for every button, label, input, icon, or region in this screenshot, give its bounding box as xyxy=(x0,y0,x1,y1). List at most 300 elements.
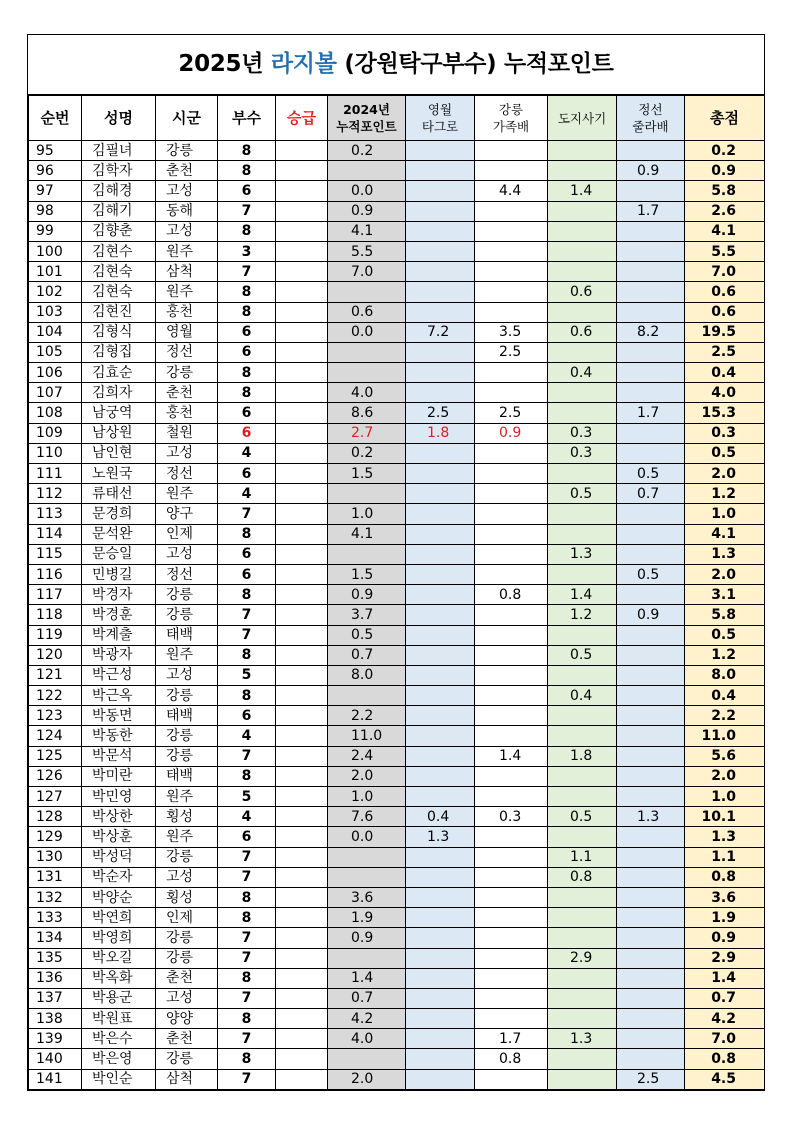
points-doji xyxy=(548,262,617,282)
points-total: 7.0 xyxy=(685,262,765,282)
player-name: 류태선 xyxy=(82,484,156,504)
player-division: 6 xyxy=(218,423,276,443)
points-total: 0.8 xyxy=(685,867,765,887)
points-jeongseon xyxy=(617,282,685,302)
table-row xyxy=(29,1009,765,1029)
points-gangneung xyxy=(475,847,548,867)
player-name: 박성덕 xyxy=(82,847,156,867)
points-jeongseon xyxy=(617,645,685,665)
points-total: 5.8 xyxy=(685,181,765,201)
row-number: 97 xyxy=(29,181,82,201)
promotion-cell xyxy=(276,141,328,161)
promotion-cell xyxy=(276,867,328,887)
points-2024: 0.5 xyxy=(328,625,406,645)
table-row xyxy=(29,726,765,746)
points-total: 1.4 xyxy=(685,968,765,988)
points-gangneung xyxy=(475,625,548,645)
points-jeongseon xyxy=(617,504,685,524)
player-division: 8 xyxy=(218,1009,276,1029)
points-total: 4.1 xyxy=(685,524,765,544)
points-doji xyxy=(548,1009,617,1029)
player-city: 강릉 xyxy=(156,605,218,625)
points-gangneung: 0.8 xyxy=(475,1049,548,1069)
player-division: 7 xyxy=(218,605,276,625)
points-total: 1.9 xyxy=(685,908,765,928)
player-division: 8 xyxy=(218,968,276,988)
points-2024: 0.7 xyxy=(328,645,406,665)
header-row xyxy=(29,96,765,141)
points-doji: 1.4 xyxy=(548,181,617,201)
row-number: 99 xyxy=(29,221,82,241)
points-total: 1.0 xyxy=(685,787,765,807)
promotion-cell xyxy=(276,262,328,282)
promotion-cell xyxy=(276,686,328,706)
points-total: 2.0 xyxy=(685,564,765,584)
points-2024: 0.9 xyxy=(328,585,406,605)
player-city: 동해 xyxy=(156,201,218,221)
points-jeongseon xyxy=(617,423,685,443)
points-total: 15.3 xyxy=(685,403,765,423)
points-doji xyxy=(548,464,617,484)
row-number: 95 xyxy=(29,141,82,161)
row-number: 110 xyxy=(29,443,82,463)
player-name: 남인현 xyxy=(82,443,156,463)
points-yeongwol xyxy=(406,443,475,463)
points-2024: 4.1 xyxy=(328,524,406,544)
row-number: 130 xyxy=(29,847,82,867)
player-city: 정선 xyxy=(156,564,218,584)
points-yeongwol xyxy=(406,787,475,807)
player-name: 박은영 xyxy=(82,1049,156,1069)
player-name: 박상훈 xyxy=(82,827,156,847)
row-number: 101 xyxy=(29,262,82,282)
row-number: 113 xyxy=(29,504,82,524)
player-city: 고성 xyxy=(156,867,218,887)
points-gangneung xyxy=(475,988,548,1008)
promotion-cell xyxy=(276,241,328,261)
points-gangneung: 2.5 xyxy=(475,403,548,423)
points-gangneung: 3.5 xyxy=(475,322,548,342)
player-city: 홍천 xyxy=(156,403,218,423)
points-total: 1.3 xyxy=(685,544,765,564)
row-number: 119 xyxy=(29,625,82,645)
points-total: 1.3 xyxy=(685,827,765,847)
points-doji xyxy=(548,524,617,544)
player-name: 박계출 xyxy=(82,625,156,645)
promotion-cell xyxy=(276,605,328,625)
table-row xyxy=(29,524,765,544)
points-total: 2.6 xyxy=(685,201,765,221)
points-gangneung xyxy=(475,827,548,847)
row-number: 121 xyxy=(29,665,82,685)
row-number: 108 xyxy=(29,403,82,423)
points-gangneung xyxy=(475,766,548,786)
points-yeongwol xyxy=(406,766,475,786)
player-name: 박근옥 xyxy=(82,686,156,706)
row-number: 125 xyxy=(29,746,82,766)
header-gangneung xyxy=(475,96,548,141)
points-yeongwol xyxy=(406,948,475,968)
promotion-cell xyxy=(276,706,328,726)
player-city: 인제 xyxy=(156,524,218,544)
table-row xyxy=(29,867,765,887)
promotion-cell xyxy=(276,221,328,241)
points-doji: 2.9 xyxy=(548,948,617,968)
points-doji xyxy=(548,221,617,241)
points-total: 0.9 xyxy=(685,928,765,948)
row-number: 104 xyxy=(29,322,82,342)
points-jeongseon: 2.5 xyxy=(617,1069,685,1089)
points-jeongseon: 0.5 xyxy=(617,464,685,484)
points-jeongseon xyxy=(617,948,685,968)
promotion-cell xyxy=(276,887,328,907)
points-yeongwol xyxy=(406,504,475,524)
table-row xyxy=(29,201,765,221)
row-number: 139 xyxy=(29,1029,82,1049)
points-2024: 4.1 xyxy=(328,221,406,241)
points-doji: 0.3 xyxy=(548,443,617,463)
points-doji xyxy=(548,968,617,988)
points-doji xyxy=(548,625,617,645)
table-row xyxy=(29,181,765,201)
points-jeongseon xyxy=(617,241,685,261)
table-row xyxy=(29,141,765,161)
table-row xyxy=(29,988,765,1008)
points-jeongseon xyxy=(617,544,685,564)
points-sheet xyxy=(27,34,765,1091)
promotion-cell xyxy=(276,363,328,383)
table-row xyxy=(29,423,765,443)
player-city: 원주 xyxy=(156,787,218,807)
points-gangneung xyxy=(475,605,548,625)
player-name: 김형식 xyxy=(82,322,156,342)
promotion-cell xyxy=(276,161,328,181)
player-division: 6 xyxy=(218,564,276,584)
points-gangneung xyxy=(475,262,548,282)
points-doji: 1.4 xyxy=(548,585,617,605)
points-yeongwol xyxy=(406,544,475,564)
table-row xyxy=(29,625,765,645)
header-promotion: 승급 xyxy=(276,96,328,141)
promotion-cell xyxy=(276,1069,328,1089)
promotion-cell xyxy=(276,827,328,847)
player-name: 박연희 xyxy=(82,908,156,928)
points-doji xyxy=(548,988,617,1008)
points-yeongwol xyxy=(406,1009,475,1029)
points-doji xyxy=(548,827,617,847)
table-row xyxy=(29,766,765,786)
promotion-cell xyxy=(276,201,328,221)
promotion-cell xyxy=(276,544,328,564)
points-jeongseon xyxy=(617,262,685,282)
points-doji: 1.3 xyxy=(548,544,617,564)
player-division: 8 xyxy=(218,1049,276,1069)
points-gangneung xyxy=(475,504,548,524)
row-number: 133 xyxy=(29,908,82,928)
player-division: 7 xyxy=(218,625,276,645)
points-total: 2.0 xyxy=(685,766,765,786)
promotion-cell xyxy=(276,524,328,544)
header-points-2024-line1: 2024년 xyxy=(343,102,390,117)
points-gangneung xyxy=(475,645,548,665)
points-2024: 4.0 xyxy=(328,1029,406,1049)
points-yeongwol xyxy=(406,201,475,221)
points-yeongwol xyxy=(406,302,475,322)
points-jeongseon xyxy=(617,887,685,907)
points-gangneung xyxy=(475,706,548,726)
title-year: 2025년 xyxy=(178,51,264,77)
header-yeongwol-line2: 타그로 xyxy=(421,119,459,134)
points-gangneung xyxy=(475,464,548,484)
table-row xyxy=(29,262,765,282)
points-jeongseon: 0.9 xyxy=(617,605,685,625)
points-2024: 4.0 xyxy=(328,383,406,403)
promotion-cell xyxy=(276,181,328,201)
player-division: 8 xyxy=(218,524,276,544)
points-total: 0.9 xyxy=(685,161,765,181)
promotion-cell xyxy=(276,1029,328,1049)
player-name: 박미란 xyxy=(82,766,156,786)
player-division: 7 xyxy=(218,262,276,282)
player-division: 7 xyxy=(218,988,276,1008)
player-division: 8 xyxy=(218,221,276,241)
points-2024: 0.2 xyxy=(328,443,406,463)
points-2024: 1.5 xyxy=(328,564,406,584)
points-doji: 0.4 xyxy=(548,686,617,706)
table-body xyxy=(29,141,765,1090)
player-city: 정선 xyxy=(156,464,218,484)
points-doji xyxy=(548,403,617,423)
points-yeongwol xyxy=(406,665,475,685)
points-yeongwol xyxy=(406,706,475,726)
player-name: 박경훈 xyxy=(82,605,156,625)
player-name: 김희자 xyxy=(82,383,156,403)
player-city: 강릉 xyxy=(156,363,218,383)
points-gangneung xyxy=(475,302,548,322)
points-jeongseon: 1.3 xyxy=(617,807,685,827)
player-division: 4 xyxy=(218,443,276,463)
promotion-cell xyxy=(276,787,328,807)
table-row xyxy=(29,544,765,564)
points-total: 19.5 xyxy=(685,322,765,342)
points-2024: 7.0 xyxy=(328,262,406,282)
player-city: 원주 xyxy=(156,241,218,261)
points-jeongseon xyxy=(617,625,685,645)
points-jeongseon xyxy=(617,726,685,746)
points-doji xyxy=(548,787,617,807)
points-yeongwol xyxy=(406,564,475,584)
row-number: 132 xyxy=(29,887,82,907)
player-division: 6 xyxy=(218,322,276,342)
points-yeongwol: 0.4 xyxy=(406,807,475,827)
points-doji xyxy=(548,706,617,726)
player-division: 7 xyxy=(218,948,276,968)
points-gangneung xyxy=(475,524,548,544)
points-yeongwol xyxy=(406,1069,475,1089)
points-yeongwol xyxy=(406,645,475,665)
player-division: 8 xyxy=(218,908,276,928)
player-name: 박영희 xyxy=(82,928,156,948)
row-number: 135 xyxy=(29,948,82,968)
row-number: 126 xyxy=(29,766,82,786)
points-yeongwol xyxy=(406,161,475,181)
player-name: 김현숙 xyxy=(82,262,156,282)
table-row xyxy=(29,827,765,847)
points-jeongseon xyxy=(617,443,685,463)
points-jeongseon xyxy=(617,585,685,605)
points-gangneung xyxy=(475,787,548,807)
player-name: 김해경 xyxy=(82,181,156,201)
table-row xyxy=(29,221,765,241)
row-number: 129 xyxy=(29,827,82,847)
player-name: 박동한 xyxy=(82,726,156,746)
points-yeongwol xyxy=(406,141,475,161)
points-total: 0.3 xyxy=(685,423,765,443)
player-city: 삼척 xyxy=(156,262,218,282)
player-name: 박광자 xyxy=(82,645,156,665)
player-division: 8 xyxy=(218,887,276,907)
player-name: 박경자 xyxy=(82,585,156,605)
player-city: 강릉 xyxy=(156,686,218,706)
points-total: 8.0 xyxy=(685,665,765,685)
points-doji xyxy=(548,564,617,584)
player-division: 6 xyxy=(218,464,276,484)
row-number: 127 xyxy=(29,787,82,807)
points-yeongwol xyxy=(406,363,475,383)
points-gangneung xyxy=(475,141,548,161)
player-city: 고성 xyxy=(156,665,218,685)
points-2024 xyxy=(328,867,406,887)
promotion-cell xyxy=(276,948,328,968)
points-gangneung xyxy=(475,948,548,968)
player-city: 양구 xyxy=(156,504,218,524)
points-yeongwol xyxy=(406,887,475,907)
points-gangneung: 1.7 xyxy=(475,1029,548,1049)
points-total: 10.1 xyxy=(685,807,765,827)
points-doji xyxy=(548,302,617,322)
points-2024: 2.4 xyxy=(328,746,406,766)
player-division: 4 xyxy=(218,484,276,504)
points-2024: 2.0 xyxy=(328,766,406,786)
player-division: 6 xyxy=(218,403,276,423)
points-gangneung xyxy=(475,241,548,261)
points-2024: 7.6 xyxy=(328,807,406,827)
player-name: 김현수 xyxy=(82,241,156,261)
points-2024 xyxy=(328,1049,406,1069)
points-2024: 2.2 xyxy=(328,706,406,726)
points-2024: 0.0 xyxy=(328,827,406,847)
points-total: 0.6 xyxy=(685,302,765,322)
points-doji: 1.1 xyxy=(548,847,617,867)
player-name: 김형집 xyxy=(82,342,156,362)
points-doji xyxy=(548,141,617,161)
table-row xyxy=(29,161,765,181)
points-total: 0.7 xyxy=(685,988,765,1008)
player-division: 5 xyxy=(218,787,276,807)
player-name: 박인순 xyxy=(82,1069,156,1089)
player-name: 노원국 xyxy=(82,464,156,484)
player-city: 횡성 xyxy=(156,807,218,827)
header-name: 성명 xyxy=(82,96,156,141)
player-city: 춘천 xyxy=(156,161,218,181)
player-division: 7 xyxy=(218,847,276,867)
player-name: 김해기 xyxy=(82,201,156,221)
table-row xyxy=(29,282,765,302)
player-city: 양양 xyxy=(156,1009,218,1029)
points-gangneung xyxy=(475,201,548,221)
table-row xyxy=(29,605,765,625)
table-row xyxy=(29,504,765,524)
promotion-cell xyxy=(276,766,328,786)
points-2024: 2.7 xyxy=(328,423,406,443)
points-doji xyxy=(548,201,617,221)
points-jeongseon xyxy=(617,221,685,241)
points-yeongwol xyxy=(406,282,475,302)
promotion-cell xyxy=(276,423,328,443)
points-gangneung xyxy=(475,665,548,685)
player-division: 7 xyxy=(218,1069,276,1089)
player-division: 8 xyxy=(218,141,276,161)
points-doji xyxy=(548,342,617,362)
table-row xyxy=(29,1069,765,1089)
promotion-cell xyxy=(276,564,328,584)
points-2024: 3.6 xyxy=(328,887,406,907)
player-city: 고성 xyxy=(156,988,218,1008)
points-jeongseon xyxy=(617,847,685,867)
player-division: 4 xyxy=(218,807,276,827)
points-2024 xyxy=(328,282,406,302)
player-city: 강릉 xyxy=(156,726,218,746)
promotion-cell xyxy=(276,665,328,685)
title-accent: 라지볼 xyxy=(270,51,337,77)
header-no: 순번 xyxy=(29,96,82,141)
points-gangneung xyxy=(475,443,548,463)
player-division: 7 xyxy=(218,201,276,221)
points-jeongseon xyxy=(617,383,685,403)
player-division: 7 xyxy=(218,867,276,887)
row-number: 134 xyxy=(29,928,82,948)
player-name: 박오길 xyxy=(82,948,156,968)
points-doji: 1.3 xyxy=(548,1029,617,1049)
points-yeongwol: 1.3 xyxy=(406,827,475,847)
points-total: 2.2 xyxy=(685,706,765,726)
points-2024: 8.6 xyxy=(328,403,406,423)
player-name: 김효순 xyxy=(82,363,156,383)
points-jeongseon xyxy=(617,867,685,887)
promotion-cell xyxy=(276,625,328,645)
points-yeongwol xyxy=(406,342,475,362)
points-doji: 0.8 xyxy=(548,867,617,887)
row-number: 136 xyxy=(29,968,82,988)
table-row xyxy=(29,241,765,261)
player-city: 강릉 xyxy=(156,928,218,948)
points-total: 5.8 xyxy=(685,605,765,625)
header-jeongseon-line2: 줄라배 xyxy=(632,119,669,134)
points-doji xyxy=(548,241,617,261)
promotion-cell xyxy=(276,807,328,827)
header-points-2024-line2: 누적포인트 xyxy=(336,119,397,134)
points-total: 4.5 xyxy=(685,1069,765,1089)
promotion-cell xyxy=(276,908,328,928)
points-total: 0.6 xyxy=(685,282,765,302)
player-city: 삼척 xyxy=(156,1069,218,1089)
table-row xyxy=(29,908,765,928)
player-city: 횡성 xyxy=(156,887,218,907)
player-division: 8 xyxy=(218,383,276,403)
points-yeongwol xyxy=(406,241,475,261)
points-gangneung xyxy=(475,908,548,928)
row-number: 123 xyxy=(29,706,82,726)
